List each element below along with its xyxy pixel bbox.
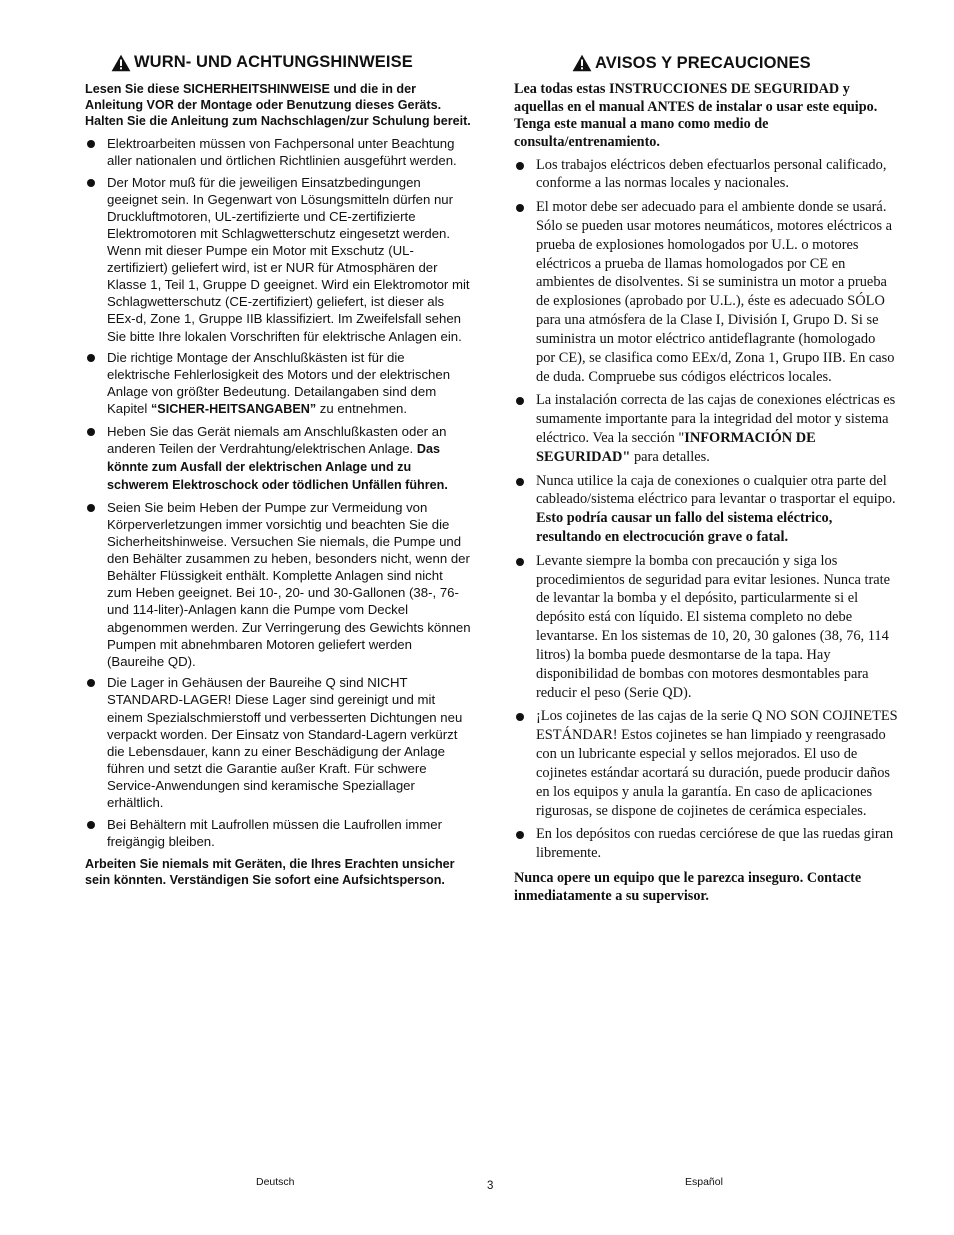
- spanish-column: [514, 48, 898, 905]
- list-item: Nunca utilice la caja de conexiones o cualquier otra parte del cableado/sistema eléctrico para levantar o trasportar el equipo. Esto podría causar un fallo del sistema eléctrico, resultando en electrocución grave o fatal.: [514, 472, 898, 548]
- footer-language-spanish: Español: [685, 1176, 723, 1188]
- bullet-icon: [516, 478, 524, 486]
- list-item: Levante siempre la bomba con precaución y siga los procedimientos de seguridad para evitar lesiones. Nunca trate de levantar la bomba y el depósito, particularmente si el depósito está con líquido. El sistema completo no debe levantarse. En los sistemas de 10, 20, 30 galones (38, 76, 114 litros) la bomba puede desmontarse de la tapa. Hay disponibilidad de bombas con motores desmontables para reducir el peso (Serie QD).: [514, 552, 898, 703]
- warning-icon: [111, 54, 131, 72]
- bullet-icon: [516, 713, 524, 721]
- warning-icon: [572, 54, 592, 72]
- list-item: En los depósitos con ruedas cerciórese de que las ruedas giran libremente.: [514, 825, 898, 863]
- bullet-icon: [87, 354, 95, 362]
- list-item: Seien Sie beim Heben der Pumpe zur Vermeidung von Körperverletzungen immer vorsichtig und beachten Sie die Sicherheitshinweise. Versuchen Sie niemals, die Pumpe und den Behälter zusammen zu heben, besonders nicht, wenn der Behälter Flüssigkeit enthält. Komplette Anlagen sind nicht zum Heben geeignet. Bei 10-, 20- und 30-Gallonen (38-, 76- und 114-liter)-Anlagen kann die Pumpe vom Deckel abgenommen werden. Zur Verringerung des Gewichts können Pumpen mit abnehmbaren Motoren geliefert werden (Baureihe QD).: [85, 499, 471, 670]
- german-intro: Lesen Sie diese SICHERHEITSHINWEISE und die in der Anleitung VOR der Montage oder Benutzung dieses Geräts. Halten Sie die Anleitung zum Nachschlagen/zur Schulung bereit.: [85, 82, 471, 128]
- bullet-icon: [516, 162, 524, 170]
- german-heading: WURN- UND ACHTUNGSHINWEISE: [111, 48, 471, 78]
- bullet-icon: [87, 140, 95, 148]
- list-item: El motor debe ser adecuado para el ambiente donde se usará. Sólo se pueden usar motores neumáticos, motores eléctricos a prueba de explosiones homologados por U.L. o motores eléctricos a prueba de llamas homologados por CE en ambientes de disolventes. Si se suministra un motor a prueba de explosiones (aprobado por U.L.), éste es adecuado SÓLO para una atmósfera de la Clase I, División I, Grupo D. Si se suministra un motor eléctrico antideflagrante (homologado por CE), se clasifica como EEx/d, Zona 1, Grupo IIB. En caso de duda. Compruebe sus códigos eléctricos locales.: [514, 198, 898, 387]
- bullet-icon: [516, 558, 524, 566]
- german-closing: Arbeiten Sie niemals mit Geräten, die Ihres Erachten unsicher sein könnten. Verständigen Sie sofort eine Aufsichtsperson.: [85, 856, 455, 887]
- bullet-icon: [516, 397, 524, 405]
- list-item: ¡Los cojinetes de las cajas de la serie Q NO SON COJINETES ESTÁNDAR! Estos cojinetes se han limpiado y reengrasado con un lubricante especial y sellos mejorados. El uso de cojinetes estándar acortará su duración, puede producir daños en los equipos y anula la garantía. En caso de aplicaciones rigurosas, se dispone de cojinetes de cerámica especiales.: [514, 707, 898, 820]
- page-number: 3: [487, 1180, 494, 1192]
- list-item: Elektroarbeiten müssen von Fachpersonal unter Beachtung aller nationalen und örtlichen Richtlinien ausgeführt werden.: [85, 135, 471, 169]
- list-item: Los trabajos eléctricos deben efectuarlos personal calificado, conforme a las normas locales y nacionales.: [514, 156, 898, 194]
- spanish-intro: Lea todas estas INSTRUCCIONES DE SEGURIDAD y aquellas en el manual ANTES de instalar o usar este equipo. Tenga este manual a mano como medio de consulta/entrenamiento.: [514, 81, 878, 150]
- german-column: [85, 48, 471, 888]
- footer-language-german: Deutsch: [256, 1176, 295, 1188]
- bullet-icon: [87, 504, 95, 512]
- spanish-closing: Nunca opere un equipo que le parezca inseguro. Contacte inmediatamente a su supervisor.: [514, 870, 862, 904]
- list-item: Die richtige Montage der Anschlußkästen ist für die elektrische Fehlerlosigkeit des Motors und der elektrischen Anlage von größter Bedeutung. Detailangaben sind dem Kapitel “SICHER-HEITSANGABEN” zu entnehmen.: [85, 349, 471, 418]
- list-item: Der Motor muß für die jeweiligen Einsatzbedingungen geeignet sein. In Gegenwart von Lösungsmitteln dürfen nur Druckluftmotoren, UL-zertifizierte und CE-zertifizierte Elektromotoren mit Schlagwetterschutz eingesetzt werden. Wenn mit dieser Pumpe ein Motor mit Exschutz (UL-zertifiziert) geliefert wird, ist er NUR für Atmosphären der Klasse 1, Teil 1, Gruppe D geeignet. Wird ein Elektromotor mit Schlagwetterschutz (CE-zertifiziert) geliefert, ist dieser als EEx-d, Zone 1, Gruppe IIB klassifiziert. Im Zweifelsfall sehen Sie bitte Ihre lokalen Vorschriften für elektrische Anlagen ein.: [85, 174, 471, 345]
- list-item: La instalación correcta de las cajas de conexiones eléctricas es sumamente importante para la integridad del motor y sistema eléctrico. Vea la sección "INFORMACIÓN DE SEGURIDAD" para detalles.: [514, 391, 898, 467]
- bullet-icon: [87, 179, 95, 187]
- spanish-bullet-list: [514, 156, 898, 864]
- list-item: Heben Sie das Gerät niemals am Anschlußkasten oder an anderen Teilen der Verdrahtung/elektrischen Anlage. Das könnte zum Ausfall der elektrischen Anlage und zu schwerem Elektroschock oder tödlichen Unfällen führen.: [85, 423, 471, 494]
- list-item: Die Lager in Gehäusen der Baureihe Q sind NICHT STANDARD-LAGER! Diese Lager sind gereinigt und mit einem Spezialschmierstoff und verbesserten Dichtungen neu verpackt worden. Der Einsatz von Standard-Lagern verkürzt die Lebensdauer, kann zu einer Beschädigung der Anlage führen und setzt die Garantie außer Kraft. Für schwere Service-Anwendungen sind keramische Speziallager erhältlich.: [85, 674, 471, 811]
- german-bullet-list: [85, 135, 471, 850]
- list-item: Bei Behältern mit Laufrollen müssen die Laufrollen immer freigängig bleiben.: [85, 816, 471, 850]
- spanish-heading: AVISOS Y PRECAUCIONES: [572, 48, 898, 78]
- bullet-icon: [516, 204, 524, 212]
- bullet-icon: [87, 679, 95, 687]
- bullet-icon: [87, 821, 95, 829]
- bullet-icon: [516, 831, 524, 839]
- bullet-icon: [87, 428, 95, 436]
